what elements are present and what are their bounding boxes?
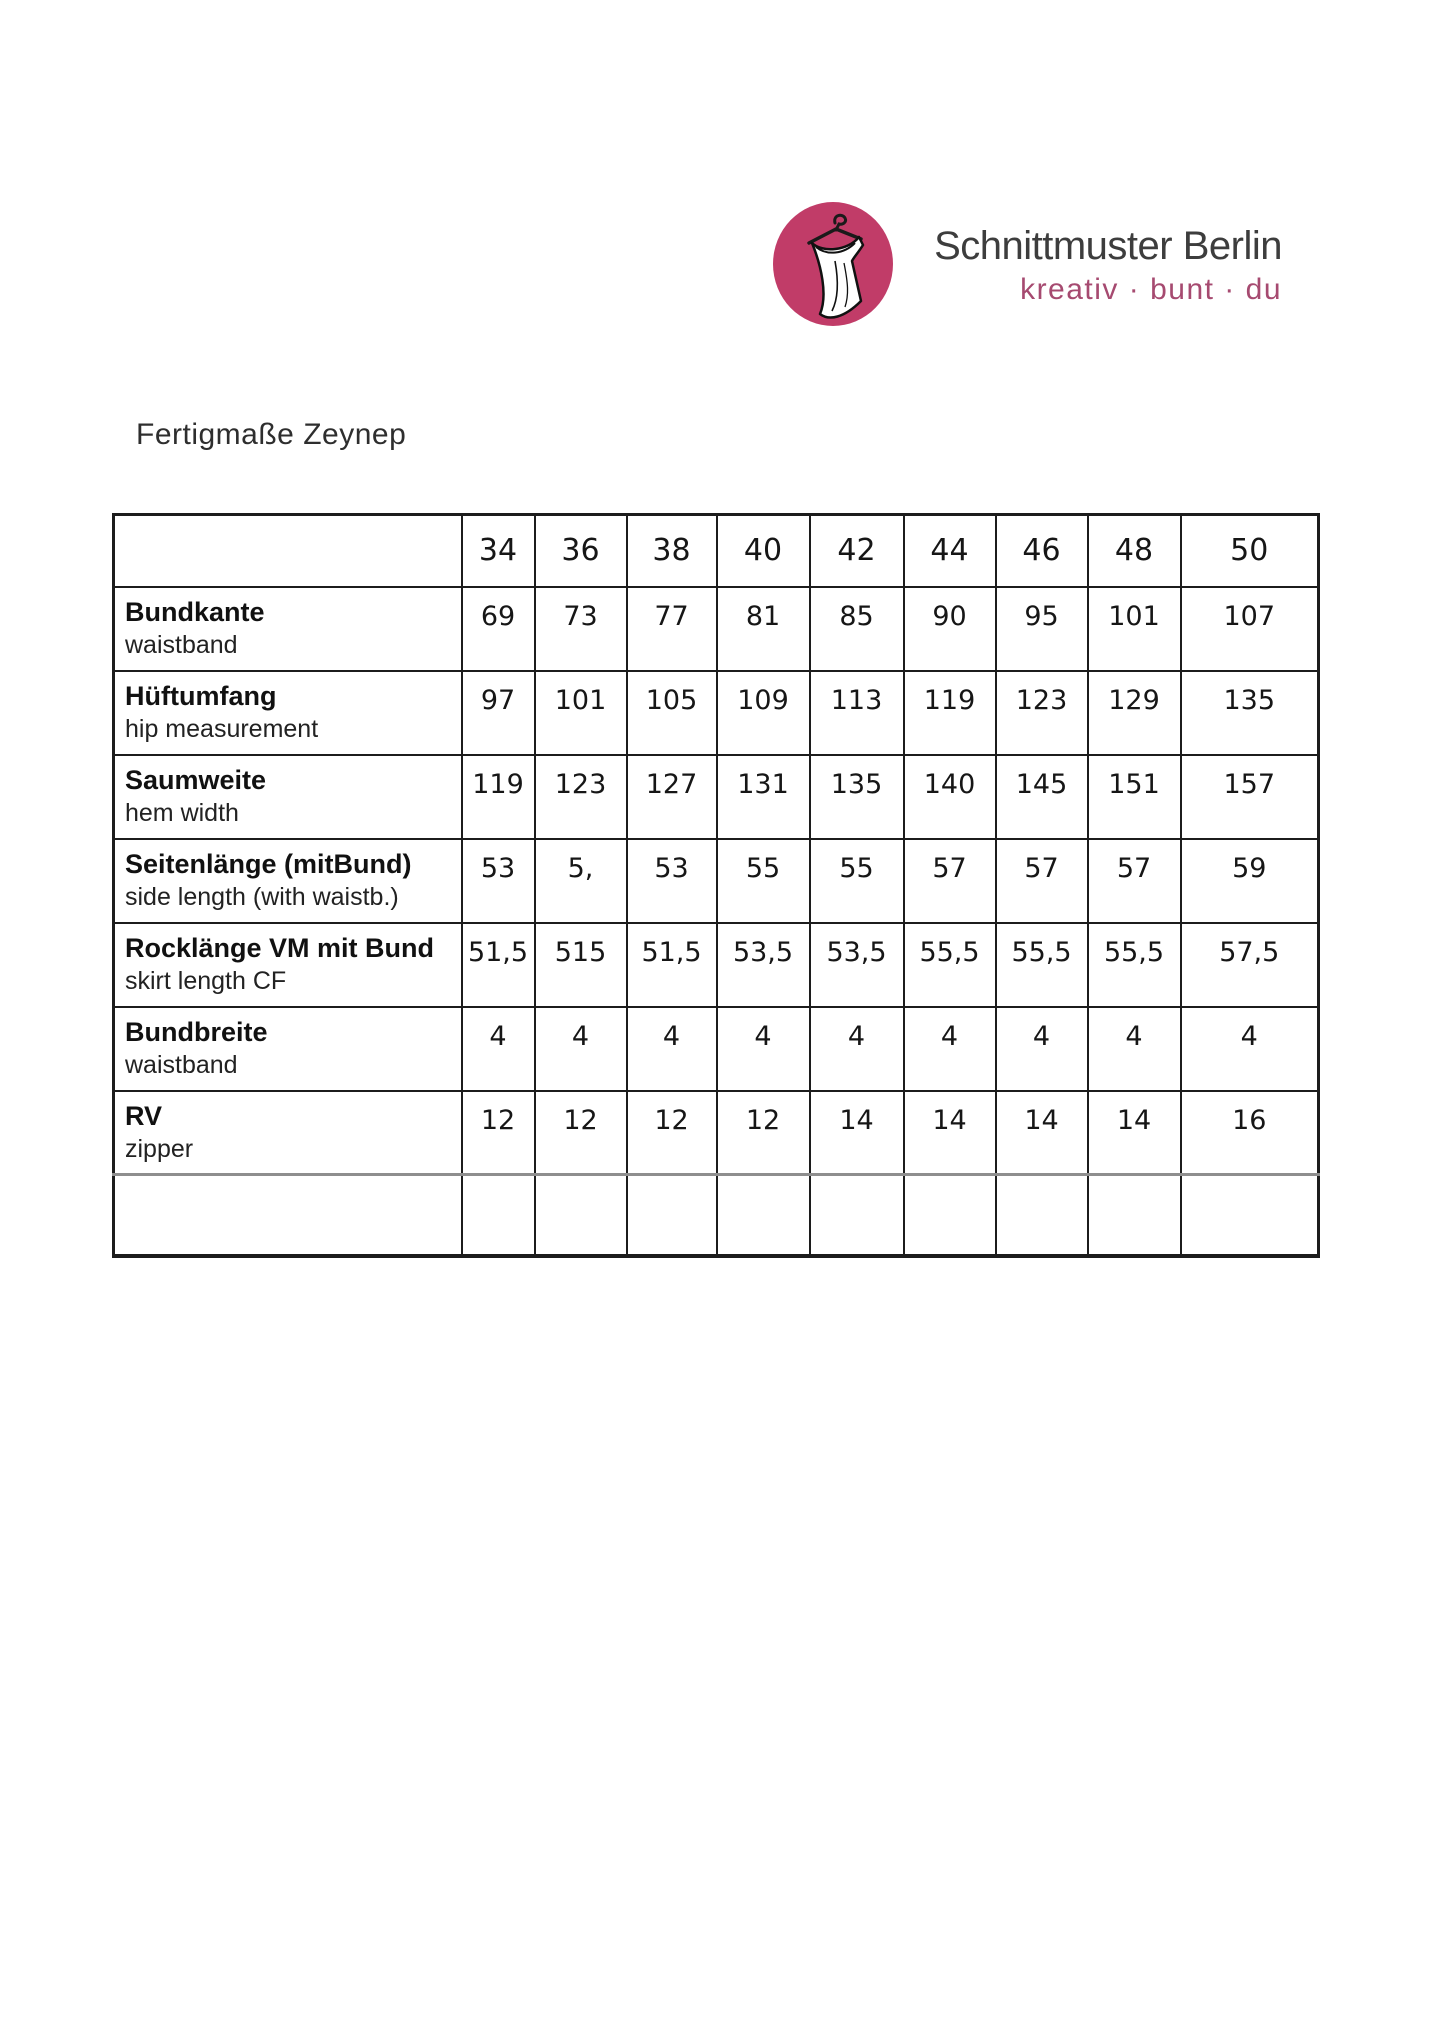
table-row-bundbreite: [114, 1007, 1319, 1091]
cell: 57: [904, 839, 996, 923]
size-header: 38: [627, 515, 717, 587]
cell: 55,5: [1088, 923, 1181, 1007]
row-label-en: waistband: [125, 1050, 238, 1079]
size-header-row: [114, 515, 1319, 587]
cell: [462, 1175, 535, 1256]
cell: 53: [627, 839, 717, 923]
row-label-en: waistband: [125, 630, 238, 659]
cell: 113: [810, 671, 904, 755]
row-label-de: RV: [125, 1100, 163, 1131]
row-label-de: Rocklänge VM mit Bund: [125, 932, 435, 963]
cell: 69: [462, 587, 535, 671]
cell: 55: [717, 839, 810, 923]
cell: 101: [535, 671, 627, 755]
brand-tagline: kreativ · bunt · du: [1020, 273, 1282, 306]
cell: 4: [1088, 1007, 1181, 1091]
dress-on-hanger-icon: [772, 201, 894, 327]
cell: [535, 1175, 627, 1256]
page-title: Fertigmaße Zeynep: [136, 418, 407, 451]
table-row-bundkante: [114, 587, 1319, 671]
cell: 4: [462, 1007, 535, 1091]
cell: 14: [996, 1091, 1088, 1175]
cell: 55,5: [904, 923, 996, 1007]
cell: 90: [904, 587, 996, 671]
cell: 131: [717, 755, 810, 839]
row-label-de: Hüftumfang: [125, 680, 277, 711]
cell: [810, 1175, 904, 1256]
cell: 14: [904, 1091, 996, 1175]
cell: 4: [996, 1007, 1088, 1091]
cell: 4: [535, 1007, 627, 1091]
cell: 135: [810, 755, 904, 839]
table-row-empty: [114, 1175, 1319, 1256]
cell: 151: [1088, 755, 1181, 839]
cell: [717, 1175, 810, 1256]
cell: 135: [1181, 671, 1319, 755]
cell: 51,5: [627, 923, 717, 1007]
row-label-en: zipper: [125, 1134, 194, 1163]
brand-block: [934, 224, 1282, 306]
cell: [904, 1175, 996, 1256]
cell: 77: [627, 587, 717, 671]
row-label-en: hip measurement: [125, 714, 319, 743]
cell: 53,5: [810, 923, 904, 1007]
cell: 4: [627, 1007, 717, 1091]
cell: 14: [810, 1091, 904, 1175]
row-label-de: Seitenlänge (mitBund): [125, 848, 412, 879]
cell: 123: [996, 671, 1088, 755]
size-header: 48: [1088, 515, 1181, 587]
cell: 123: [535, 755, 627, 839]
cell: 55: [810, 839, 904, 923]
cell: 59: [1181, 839, 1319, 923]
table-row-saumweite: [114, 755, 1319, 839]
cell: 55,5: [996, 923, 1088, 1007]
cell: 101: [1088, 587, 1181, 671]
size-header: 40: [717, 515, 810, 587]
size-header: 44: [904, 515, 996, 587]
cell: 129: [1088, 671, 1181, 755]
cell: 157: [1181, 755, 1319, 839]
cell: 51,5: [462, 923, 535, 1007]
table-row-rocklaenge: [114, 923, 1319, 1007]
table-row-rv: [114, 1091, 1319, 1175]
cell: 53: [462, 839, 535, 923]
table-row-seitenlaenge: [114, 839, 1319, 923]
row-label-de: Bundbreite: [125, 1016, 268, 1047]
cell: 105: [627, 671, 717, 755]
cell: 127: [627, 755, 717, 839]
row-label-en: skirt length CF: [125, 966, 287, 995]
cell: 4: [1181, 1007, 1319, 1091]
cell: 57: [996, 839, 1088, 923]
cell: 4: [810, 1007, 904, 1091]
size-header: 34: [462, 515, 535, 587]
cell: 145: [996, 755, 1088, 839]
cell: 4: [717, 1007, 810, 1091]
cell: 107: [1181, 587, 1319, 671]
cell: 73: [535, 587, 627, 671]
cell: 4: [904, 1007, 996, 1091]
cell: 57: [1088, 839, 1181, 923]
cell: [1088, 1175, 1181, 1256]
cell: 119: [904, 671, 996, 755]
cell: 14: [1088, 1091, 1181, 1175]
table-row-hueftumfang: [114, 671, 1319, 755]
size-header: 42: [810, 515, 904, 587]
cell: [996, 1175, 1088, 1256]
corner-cell: [114, 515, 462, 587]
row-label-en: hem width: [125, 798, 239, 827]
cell: 119: [462, 755, 535, 839]
cell: 12: [462, 1091, 535, 1175]
size-header: 46: [996, 515, 1088, 587]
cell: 109: [717, 671, 810, 755]
cell: [1181, 1175, 1319, 1256]
cell: 16: [1181, 1091, 1319, 1175]
cell: 12: [717, 1091, 810, 1175]
cell: 85: [810, 587, 904, 671]
cell: [627, 1175, 717, 1256]
cell: 97: [462, 671, 535, 755]
size-header: 36: [535, 515, 627, 587]
row-label-de: Bundkante: [125, 596, 265, 627]
cell: 57,5: [1181, 923, 1319, 1007]
cell: 81: [717, 587, 810, 671]
row-label-de: Saumweite: [125, 764, 267, 795]
cell: 515: [535, 923, 627, 1007]
size-header: 50: [1181, 515, 1319, 587]
cell: 140: [904, 755, 996, 839]
brand-name: Schnittmuster Berlin: [934, 224, 1282, 268]
measurement-table: [112, 513, 1320, 1258]
cell: 5,: [535, 839, 627, 923]
brand-logo: [772, 201, 894, 327]
row-label-en: side length (with waistb.): [125, 882, 399, 911]
cell: 53,5: [717, 923, 810, 1007]
cell: 12: [535, 1091, 627, 1175]
cell: 95: [996, 587, 1088, 671]
cell: 12: [627, 1091, 717, 1175]
